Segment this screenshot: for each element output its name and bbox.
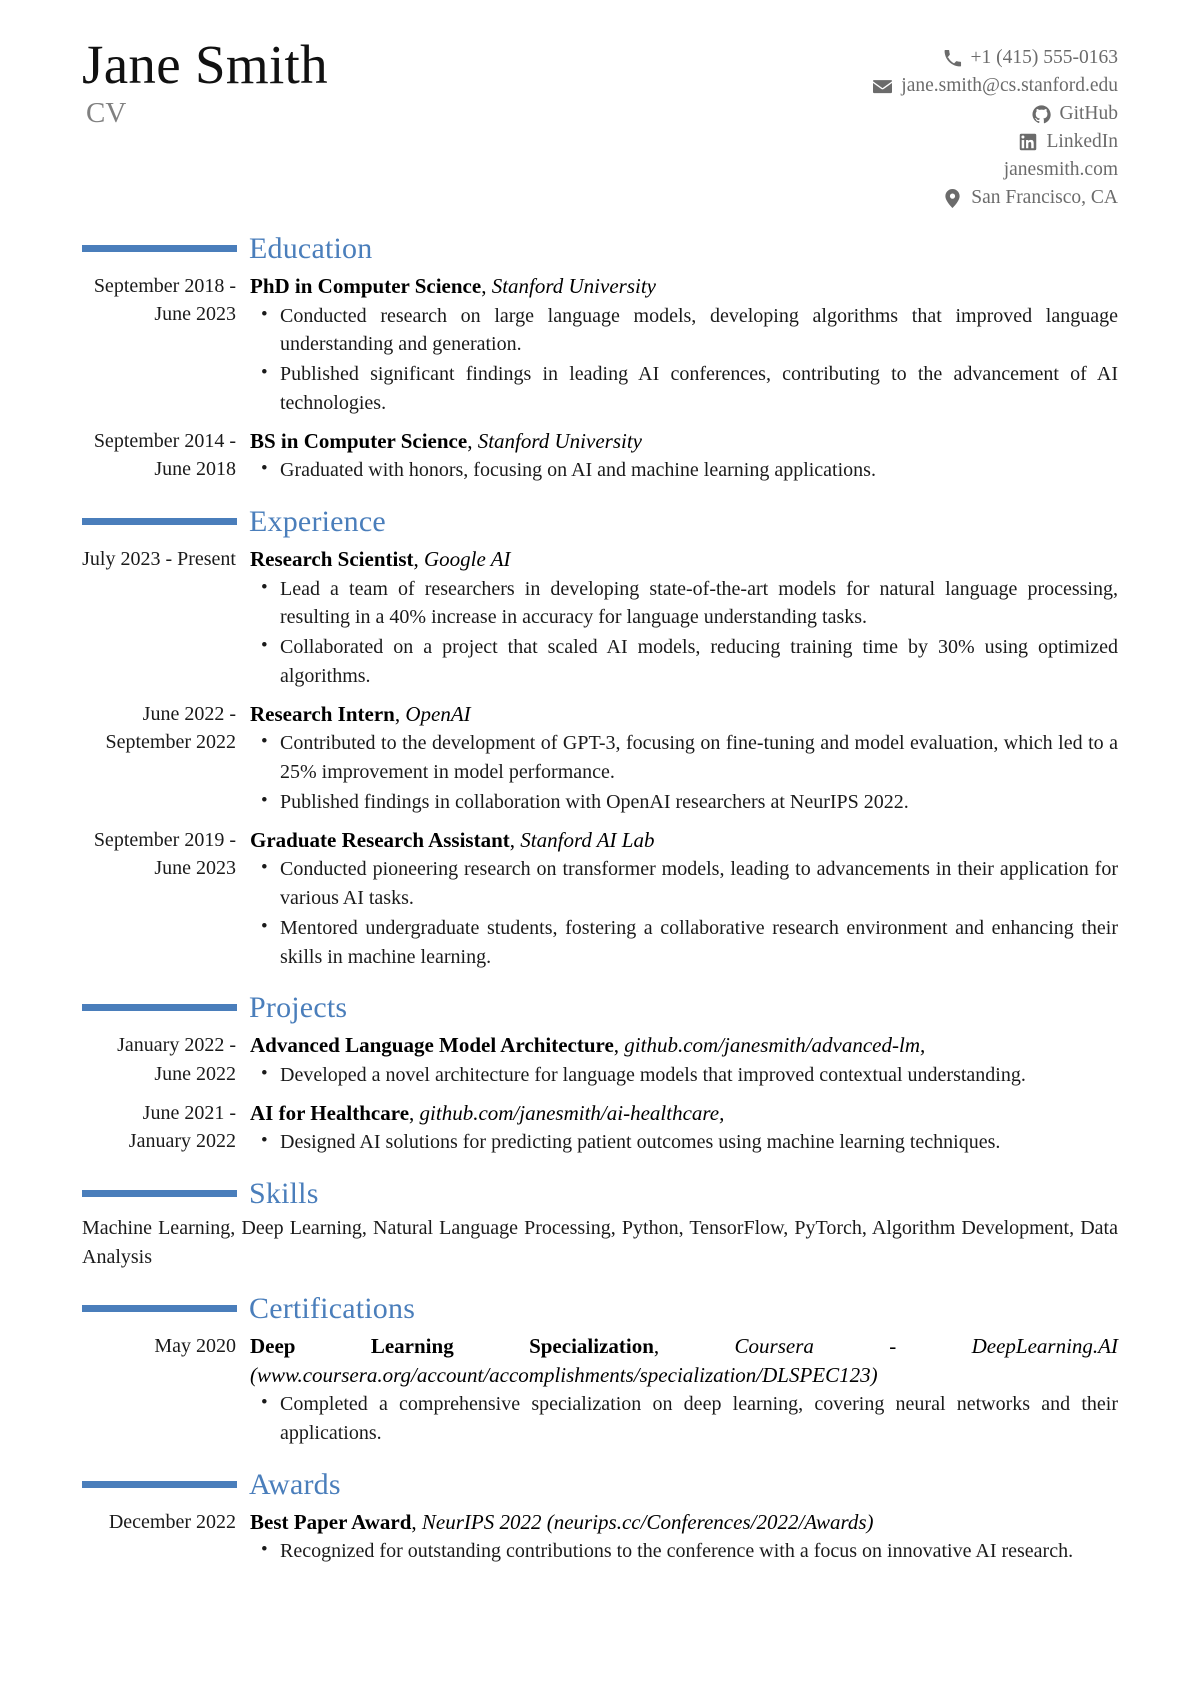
section-header-skills — [82, 1177, 1118, 1210]
entry-heading — [250, 700, 1118, 729]
entry-heading — [250, 1099, 1118, 1128]
section-rule — [82, 518, 237, 525]
entry-date-range: June 2021 - January 2022 — [128, 1101, 236, 1153]
section-header-education — [82, 232, 1118, 265]
entry-heading — [250, 1332, 1118, 1389]
entry-heading — [250, 272, 1118, 301]
section-rule — [82, 1481, 237, 1488]
entry-separator: , — [409, 1100, 420, 1125]
entry-bullet: • Designed AI solutions for predicting patient outcomes using machine learning techniques. — [280, 1128, 1118, 1157]
contact-row[interactable] — [873, 184, 1118, 212]
entry-date-range: January 2022 - June 2022 — [117, 1034, 236, 1085]
contact-value: LinkedIn — [1046, 131, 1118, 153]
section-rule — [82, 1190, 237, 1197]
cv-entry — [82, 1332, 1118, 1448]
entry-body — [250, 1031, 1118, 1089]
section-rule — [82, 1004, 237, 1011]
entry-subtitle: github.com/janesmith/advanced-lm, — [624, 1033, 926, 1058]
contact-value: San Francisco, CA — [971, 187, 1118, 209]
cv-sections — [82, 232, 1118, 1566]
cv-entry — [82, 1031, 1118, 1089]
entry-title: BS in Computer Science — [250, 428, 468, 453]
section-rule — [82, 245, 237, 252]
entry-heading — [250, 826, 1118, 855]
entry-date-range: December 2022 — [108, 1510, 236, 1533]
entry-bullet: • Recognized for outstanding contributions to the conference with a focus on innovative AI research. — [280, 1537, 1118, 1566]
entry-date-range: May 2020 — [154, 1335, 236, 1358]
section-header-certifications — [82, 1292, 1118, 1325]
entry-body — [250, 545, 1118, 691]
section-rule — [82, 1305, 237, 1312]
page-title: Jane Smith — [82, 34, 328, 95]
entry-title: PhD in Computer Science — [250, 274, 482, 298]
contact-row[interactable] — [873, 128, 1118, 156]
contact-block — [873, 34, 1118, 212]
identity-block — [82, 34, 328, 131]
entry-separator: , — [509, 827, 521, 852]
entry-bullet: • Collaborated on a project that scaled AI models, reducing training time by 30% using optimized algorithms. — [280, 633, 1118, 691]
entry-heading — [250, 427, 1118, 456]
entry-body — [250, 826, 1118, 972]
entry-separator: , — [613, 1033, 625, 1058]
entry-title: Best Paper Award — [250, 1509, 412, 1534]
entry-body — [250, 1099, 1118, 1157]
entry-title: AI for Healthcare — [250, 1100, 410, 1125]
entry-bullet-list — [250, 302, 1118, 418]
entry-date-range: June 2022 - September 2022 — [105, 702, 236, 754]
entry-bullet: • Published significant findings in leading AI conferences, contributing to the advancement of AI technologies. — [280, 360, 1118, 418]
entry-bullet: • Contributed to the development of GPT-3, focusing on fine-tuning and model evaluation, which led to a 25% improvement in model performance. — [280, 729, 1118, 787]
entry-title: Deep Learning Specialization — [250, 1334, 654, 1359]
entry-bullet-list — [250, 1537, 1118, 1566]
location-icon — [943, 189, 962, 208]
entry-separator: , — [411, 1509, 422, 1534]
entry-bullet: • Completed a comprehensive specialization on deep learning, covering neural networks and their applications. — [280, 1390, 1118, 1448]
phone-icon — [943, 49, 962, 68]
envelope-icon — [873, 77, 892, 96]
entry-subtitle: Google AI — [424, 547, 511, 572]
entry-bullet: • Published findings in collaboration with OpenAI researchers at NeurIPS 2022. — [280, 788, 1118, 817]
section-title: Awards — [249, 1467, 341, 1501]
entry-body — [250, 272, 1118, 418]
section-title: Education — [249, 232, 373, 265]
entry-subtitle: Stanford University — [477, 428, 642, 453]
entry-bullet: • Lead a team of researchers in developing state-of-the-art models for natural language processing, resulting in a 40% increase in accuracy for language understanding tasks. — [280, 575, 1118, 633]
entry-bullet: • Developed a novel architecture for language models that improved contextual understanding. — [280, 1061, 1118, 1090]
entry-separator: , — [653, 1334, 735, 1359]
section-title: Projects — [249, 991, 348, 1025]
entry-date-range: July 2023 - Present — [82, 548, 236, 571]
cv-entry — [82, 1508, 1118, 1566]
entry-bullet-list — [250, 729, 1118, 816]
entry-body — [250, 700, 1118, 817]
document-tagline: CV — [86, 97, 127, 130]
contact-row[interactable] — [873, 72, 1118, 100]
section-header-experience — [82, 505, 1118, 538]
cv-entry — [82, 1099, 1118, 1157]
contact-value: GitHub — [1059, 103, 1118, 125]
section-header-awards — [82, 1468, 1118, 1501]
entry-subtitle: NeurIPS 2022 (neurips.cc/Conferences/2022/Awards) — [421, 1509, 874, 1534]
section-title: Certifications — [249, 1292, 416, 1326]
entry-title: Advanced Language Model Architecture — [250, 1033, 614, 1058]
section-title: Skills — [249, 1177, 319, 1211]
entry-body — [250, 427, 1118, 485]
entry-body — [250, 1332, 1118, 1448]
entry-bullet-list — [250, 1128, 1118, 1157]
cv-entry — [82, 826, 1118, 972]
github-icon — [1032, 105, 1051, 124]
cv-entry — [82, 427, 1118, 485]
entry-separator: , — [394, 701, 406, 726]
section-header-projects — [82, 991, 1118, 1024]
entry-bullet: • Conducted pioneering research on transformer models, leading to advancements in their application for various AI tasks. — [280, 855, 1118, 913]
contact-value: jane.smith@cs.stanford.edu — [901, 75, 1118, 97]
contact-row[interactable] — [873, 44, 1118, 72]
entry-date-range: September 2014 - June 2018 — [93, 429, 236, 481]
contact-row[interactable] — [873, 156, 1118, 184]
entry-bullet: • Graduated with honors, focusing on AI and machine learning applications. — [280, 456, 1118, 485]
contact-row[interactable] — [873, 100, 1118, 128]
entry-separator: , — [467, 428, 478, 453]
entry-bullet-list — [250, 855, 1118, 971]
cv-header — [82, 34, 1118, 212]
entry-heading — [250, 545, 1118, 574]
entry-date-range: September 2019 - June 2023 — [93, 828, 236, 880]
entry-subtitle: Stanford AI Lab — [520, 827, 655, 852]
entry-separator: , — [481, 274, 492, 298]
entry-bullet-list — [250, 456, 1118, 485]
entry-title: Research Scientist — [250, 547, 414, 572]
skills-paragraph: Machine Learning, Deep Learning, Natural Language Processing, Python, TensorFlow, PyTorch, Algorithm Development, Data Analysis — [82, 1217, 1118, 1269]
entry-title: Graduate Research Assistant — [250, 827, 510, 852]
entry-bullet-list — [250, 1390, 1118, 1448]
entry-bullet: • Mentored undergraduate students, fostering a collaborative research environment and enhancing their skills in machine learning. — [280, 914, 1118, 972]
entry-separator: , — [413, 547, 424, 572]
entry-heading — [250, 1031, 1118, 1060]
cv-entry — [82, 545, 1118, 691]
entry-bullet-list — [250, 575, 1118, 691]
section-title: Experience — [249, 505, 386, 539]
entry-bullet: • Conducted research on large language models, developing algorithms that improved language understanding and generation. — [280, 302, 1118, 360]
linkedin-icon — [1019, 133, 1038, 152]
entry-subtitle: OpenAI — [405, 701, 471, 726]
entry-heading — [250, 1508, 1118, 1537]
entry-date-range: September 2018 - June 2023 — [93, 275, 236, 326]
entry-bullet-list — [250, 1061, 1118, 1090]
entry-body — [250, 1508, 1118, 1566]
entry-title: Research Intern — [250, 701, 395, 726]
contact-value: janesmith.com — [1003, 159, 1118, 181]
entry-subtitle: Coursera - DeepLearning.AI (www.coursera.org/account/accomplishments/specialization/DLSPEC123) — [250, 1334, 1118, 1387]
cv-entry — [82, 272, 1118, 418]
contact-value: +1 (415) 555-0163 — [970, 47, 1118, 69]
cv-entry — [82, 700, 1118, 817]
entry-subtitle: github.com/janesmith/ai-healthcare, — [419, 1100, 725, 1125]
entry-subtitle: Stanford University — [491, 274, 656, 298]
